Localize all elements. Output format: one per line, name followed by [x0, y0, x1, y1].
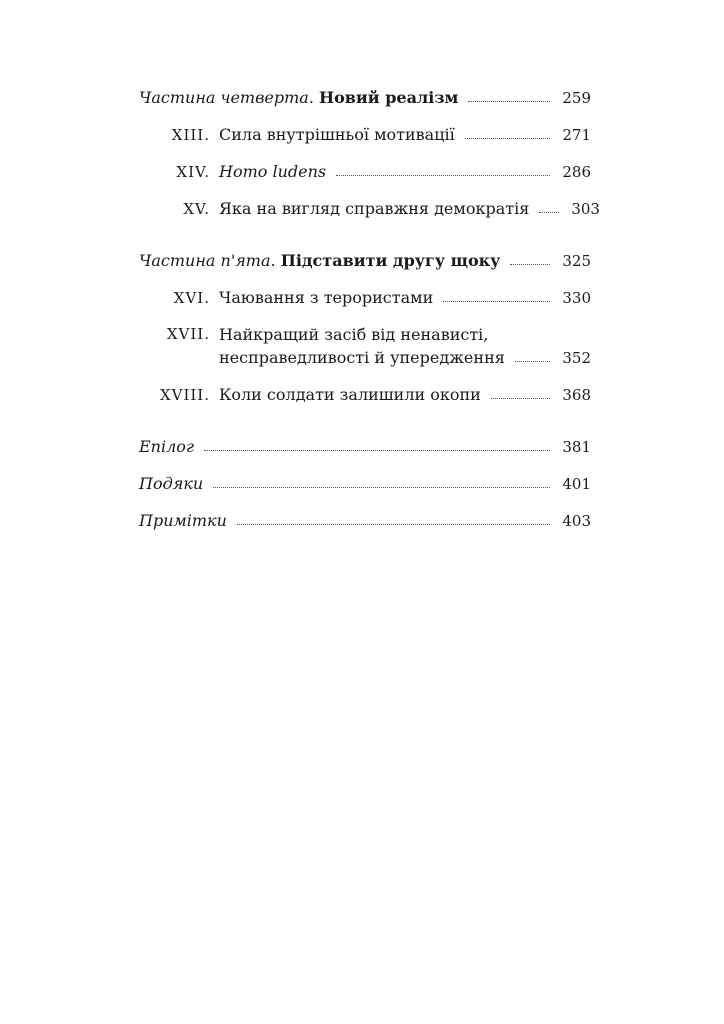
- page-number: 325: [562, 252, 591, 270]
- page-number: 271: [562, 126, 591, 144]
- dot-leader: [465, 137, 551, 139]
- chapter-number: XIII.: [171, 126, 210, 144]
- toc-chapter-17[interactable]: [139, 323, 591, 370]
- chapter-number: XV.: [183, 200, 210, 218]
- page-number: 381: [562, 438, 591, 456]
- table-of-contents: [139, 86, 600, 546]
- page-number: 286: [562, 163, 591, 181]
- dot-leader: [443, 300, 550, 302]
- dot-leader: [510, 263, 550, 265]
- dot-leader: [213, 486, 550, 488]
- part-5-label: Частина п'ята.: [139, 251, 276, 270]
- part-4-label: Частина четверта.: [139, 88, 314, 107]
- toc-chapter-18[interactable]: [139, 383, 591, 407]
- chapter-title: Яка на вигляд справжня демократія: [219, 199, 530, 218]
- chapter-title-line-1: Найкращий засіб від ненависті,: [219, 325, 489, 344]
- dot-leader: [539, 211, 559, 213]
- chapter-number: XIV.: [176, 163, 210, 181]
- chapter-title-last-line: [219, 346, 591, 370]
- chapter-title-line-2: несправедливості й упередження: [219, 348, 505, 367]
- toc-part-4[interactable]: [139, 86, 591, 110]
- page-number: 303: [571, 200, 600, 218]
- page-number: 352: [562, 349, 591, 367]
- chapter-title: Коли солдати залишили окопи: [219, 385, 481, 404]
- thanks-title: Подяки: [139, 474, 204, 493]
- dot-leader: [336, 174, 550, 176]
- toc-thanks[interactable]: [139, 472, 591, 496]
- page-number: 330: [562, 289, 591, 307]
- chapter-title-block: [219, 323, 591, 370]
- toc-epilogue[interactable]: [139, 435, 591, 459]
- part-5-name: Підставити другу щоку: [280, 251, 501, 270]
- page-number: 403: [562, 512, 591, 530]
- toc-chapter-14[interactable]: [139, 160, 591, 184]
- toc-notes[interactable]: [139, 509, 591, 533]
- dot-leader: [491, 397, 551, 399]
- toc-chapter-13[interactable]: [139, 123, 591, 147]
- epilogue-title: Епілог: [139, 437, 195, 456]
- dot-leader: [237, 523, 550, 525]
- chapter-title: Homo ludens: [219, 162, 327, 181]
- toc-chapter-15[interactable]: [139, 197, 600, 221]
- dot-leader: [468, 100, 550, 102]
- page-number: 368: [562, 386, 591, 404]
- chapter-number: XVIII.: [159, 386, 210, 404]
- toc-part-4-title: [139, 86, 458, 109]
- chapter-number: XVII.: [166, 325, 210, 343]
- chapter-number: XVI.: [173, 289, 210, 307]
- page-number: 401: [562, 475, 591, 493]
- toc-chapter-16[interactable]: [139, 286, 591, 310]
- dot-leader: [204, 449, 550, 451]
- notes-title: Примітки: [139, 511, 227, 530]
- chapter-title: Сила внутрішньої мотивації: [219, 125, 455, 144]
- toc-part-5-title: [139, 249, 500, 272]
- part-4-name: Новий реалізм: [319, 88, 459, 107]
- toc-part-5[interactable]: [139, 249, 591, 273]
- page-number: 259: [562, 89, 591, 107]
- chapter-title: Чаювання з терористами: [219, 288, 434, 307]
- dot-leader: [515, 360, 551, 362]
